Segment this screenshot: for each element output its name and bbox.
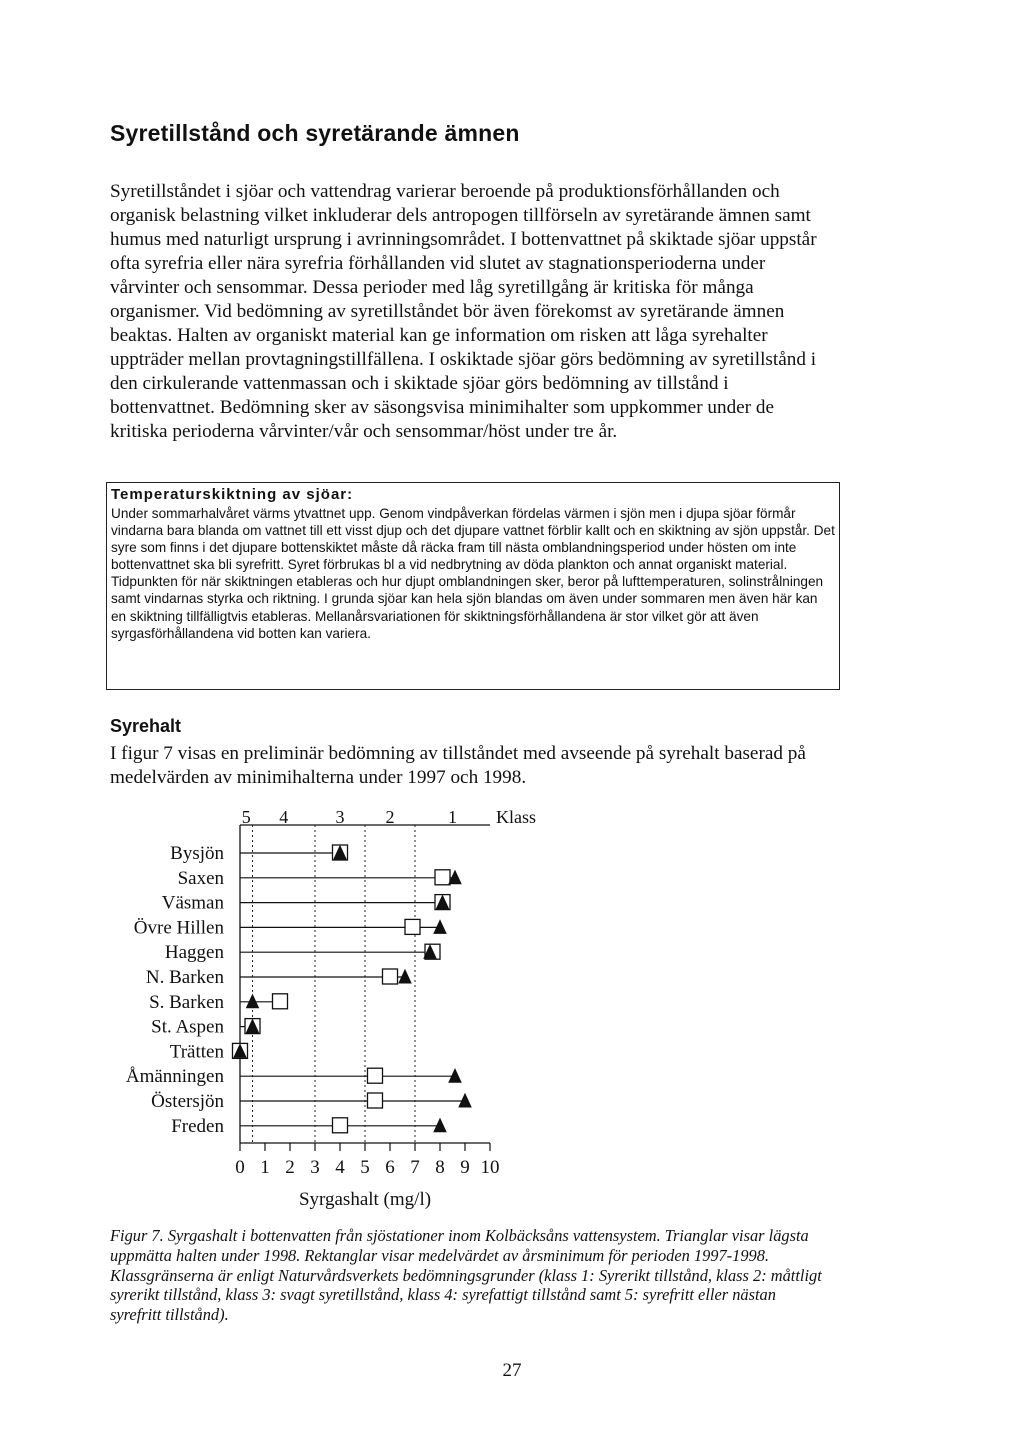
- page-number: 27: [502, 1360, 522, 1381]
- mean-minimum-square: [383, 969, 398, 984]
- mean-minimum-square: [405, 919, 420, 934]
- info-box-title: Temperaturskiktning av sjöar:: [111, 486, 354, 503]
- lake-label: Östersjön: [151, 1091, 224, 1112]
- lake-label: Väsman: [161, 892, 224, 914]
- info-box-body: Under sommarhalvåret värms ytvattnet upp. Genom vindpåverkan fördelas värmen i sjön men i djupa sjöar förmår vindarna bara blanda om vattnet till ett visst djup och det djupare vattnet förblir kallt och en skiktning av sjön uppstår. Det syre som finns i det djupare bottenskiktet måste då räcka fram till nästa omblandningsperiod under hösten om inte bottenvattnet ska bli syrefritt. Syret förbrukas bl a vid nedbrytning av döda plankton och annat organiskt material. Tidpunkten för när skiktningen etableras och hur djupt omblandningen sker, beror på lufttemperaturen, solinstrålningen samt vindarnas styrka och riktning. I grunda sjöar kan hela sjön blandas om även under sommaren men även här kan en skiktning tillfälligtvis etableras. Mellanårsvariationen för skiktningsförhållandena är stor vilket gör att även syrgasförhållandena vid botten kan variera.: [111, 506, 835, 641]
- class-label: 3: [335, 807, 345, 827]
- x-tick-label: 3: [310, 1157, 320, 1178]
- lake-label: Övre Hillen: [133, 917, 224, 939]
- lake-label: Åmänningen: [125, 1066, 224, 1088]
- x-tick-label: 1: [260, 1157, 270, 1178]
- class-label: 2: [385, 807, 395, 827]
- syrehalt-paragraph: I figur 7 visas en preliminär bedömning av tillståndet med avseende på syrehalt baserad på medelvärden av minimihalterna under 1997 och 1998.: [110, 743, 806, 788]
- subheading-syrehalt: Syrehalt: [110, 716, 182, 736]
- figure-caption: Figur 7. Syrgashalt i bottenvatten från sjöstationer inom Kolbäcksåns vattensystem. Trianglar visar lägsta uppmätta halten under 1998. Rektanglar visar medelvärdet av årsminimum för perioden 1997-1998. Klassgränserna är enligt Naturvårdsverkets bedömningsgrunder (klass 1: Syrerikt tillstånd, klass 2: måttligt syrerikt tillstånd, klass 3: svagt syretillstånd, klass 4: syrefattigt tillstånd samt 5: syrefritt eller nästan syrefritt tillstånd).: [110, 1226, 822, 1325]
- class-label: 4: [279, 807, 289, 827]
- x-tick-label: 6: [385, 1157, 395, 1178]
- info-box: [106, 482, 840, 690]
- class-label: 5: [241, 807, 251, 827]
- class-heading: Klass: [496, 807, 536, 827]
- lake-label: Haggen: [164, 942, 224, 964]
- x-tick-label: 9: [460, 1157, 470, 1178]
- x-tick-label: 8: [435, 1157, 445, 1178]
- mean-minimum-square: [368, 1068, 383, 1083]
- mean-minimum-square: [333, 1118, 348, 1133]
- lake-label: S. Barken: [149, 991, 224, 1013]
- mean-minimum-square: [273, 994, 288, 1009]
- x-tick-label: 2: [285, 1157, 295, 1178]
- mean-minimum-square: [368, 1093, 383, 1108]
- lake-label: Bysjön: [170, 843, 224, 864]
- lake-label: Trätten: [169, 1041, 224, 1063]
- x-axis-label: Syrgashalt (mg/l): [298, 1189, 432, 1210]
- intro-paragraph: Syretillståndet i sjöar och vattendrag varierar beroende på produktionsförhållanden och organisk belastning vilket inkluderar dels antropogen tillförseln av syretärande ämnen samt humus med naturligt ursprung i avrinningsområdet. I bottenvattnet på skiktade sjöar uppstår ofta syrefria eller nära syrefria förhållanden vid slutet av stagnationsperioderna under vårvinter och sensommar. Dessa perioder med låg syretillgång är kritiska för många organismer. Vid bedömning av syretillståndet bör även förekomst av syretärande ämnen beaktas. Halten av organiskt material kan ge information om risken att låga syrehalter uppträder mellan provtagningstillfällena. I oskiktade sjöar görs bedömning av syretillstånd i den cirkulerande vattenmassan och i skiktade sjöar görs bedömning av tillstånd i bottenvattnet. Bedömning sker av säsongsvisa minimihalter som uppkommer under de kritiska perioderna vårvinter/vår och sensommar/höst under tre år.: [110, 181, 817, 442]
- x-tick-label: 4: [335, 1157, 345, 1178]
- x-tick-label: 0: [235, 1157, 245, 1178]
- class-label: 1: [448, 807, 457, 827]
- lake-label: Saxen: [177, 867, 224, 889]
- mean-minimum-square: [435, 870, 450, 885]
- section-heading: Syretillstånd och syretärande ämnen: [110, 120, 520, 146]
- lake-label: Freden: [171, 1115, 224, 1137]
- x-tick-label: 7: [410, 1157, 420, 1178]
- x-tick-label: 5: [360, 1157, 370, 1178]
- lake-label: St. Aspen: [151, 1016, 224, 1038]
- lake-label: N. Barken: [145, 967, 224, 988]
- oxygen-chart: [100, 805, 540, 1215]
- x-tick-label: 10: [480, 1157, 500, 1178]
